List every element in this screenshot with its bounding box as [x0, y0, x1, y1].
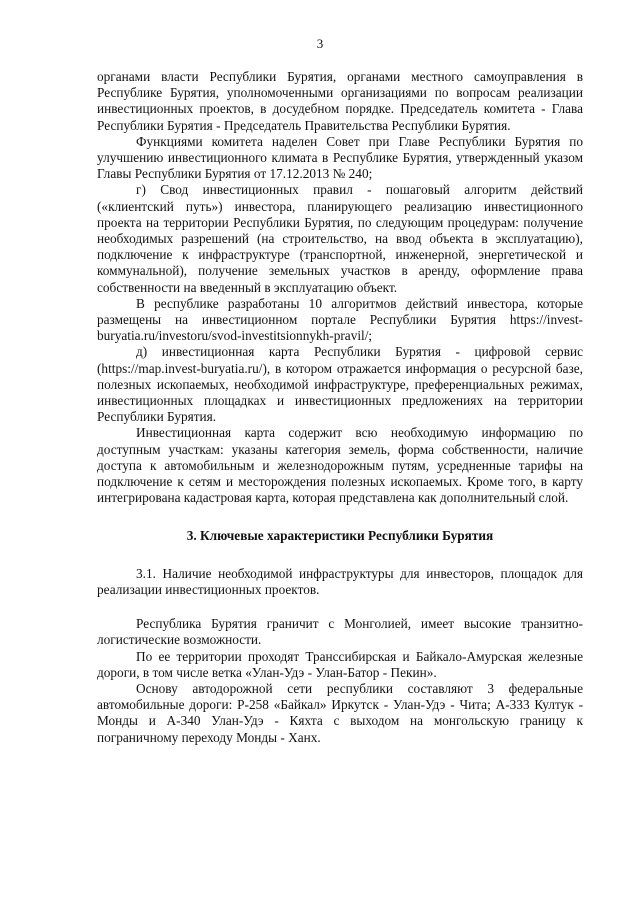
paragraph-highways: Основу автодорожной сети республики составляют 3 федеральные автомобильные дороги: Р-258 «Байкал» Иркутск - Улан-Удэ - Чита; А-333 Култук - Монды и А-340 Улан-Удэ - Кяхта с выходом на монгольскую границу к пограничному переходу Монды - Ханх. [97, 680, 583, 745]
paragraph-investor-algorithms: В республике разработаны 10 алгоритмов действий инвестора, которые размещены на инвестиционном портале Республики Бурятия https://invest-buryatia.ru/investoru/svod-investitsionnykh-pravil/; [97, 295, 583, 344]
subsection-heading: 3.1. Наличие необходимой инфраструктуры для инвесторов, площадок для реализации инвестиционных проектов. [97, 565, 583, 597]
document-body [97, 69, 583, 746]
paragraph-map-contents: Инвестиционная карта содержит всю необходимую информацию по доступным участкам: указаны категория земель, форма собственности, наличие доступа к автомобильным и железнодорожным путям, усредненные тарифы на подключение к сетям и месторождения полезных ископаемых. Кроме того, в карту интегрирована кадастровая карта, которая представлена как дополнительный слой. [97, 425, 583, 506]
paragraph-council-functions: Функциями комитета наделен Совет при Главе Республики Бурятия по улучшению инвестиционного климата в Республике Бурятия, утвержденный указом Главы Республики Бурятия от 17.12.2013 № 240; [97, 133, 583, 182]
paragraph-committee-continued: органами власти Республики Бурятия, органами местного самоуправления в Республике Бурятия, уполномоченными организациями по вопросам реализации инвестиционных проектов, в досудебном порядке. Председатель комитета - Глава Республики Бурятия - Председатель Правительства Республики Бурятия. [97, 69, 583, 133]
paragraph-mongolia-border: Республика Бурятия граничит с Монголией, имеет высокие транзитно-логистические возможности. [97, 616, 583, 648]
paragraph-railways: По ее территории проходят Транссибирская и Байкало-Амурская железные дороги, в том числе ветка «Улан-Удэ - Улан-Батор - Пекин». [97, 648, 583, 680]
section-heading: 3. Ключевые характеристики Республики Бурятия [186, 528, 494, 544]
paragraph-investment-rules: г) Свод инвестиционных правил - пошаговый алгоритм действий («клиентский путь») инвестора, планирующего реализацию инвестиционного проекта на территории Республики Бурятия, по следующим процедурам: получение необходимых разрешений (на строительство, на ввод объекта в эксплуатацию), подключение к инфраструктуре (транспортной, инженерной, энергетической и коммунальной), получение земельных участков в аренду, оформление права собственности на введенный в эксплуатацию объект. [97, 182, 583, 295]
page-number: 3 [316, 36, 324, 51]
paragraph-investment-map: д) инвестиционная карта Республики Бурятия - цифровой сервис (https://map.invest-buryatia.ru/), в котором отражается информация о ресурсной базе, полезных ископаемых, необходимой инфраструктуре, преференциальных режимах, инвестиционных площадках и инвестиционных предложениях на территории Республики Бурятия. [97, 344, 583, 425]
